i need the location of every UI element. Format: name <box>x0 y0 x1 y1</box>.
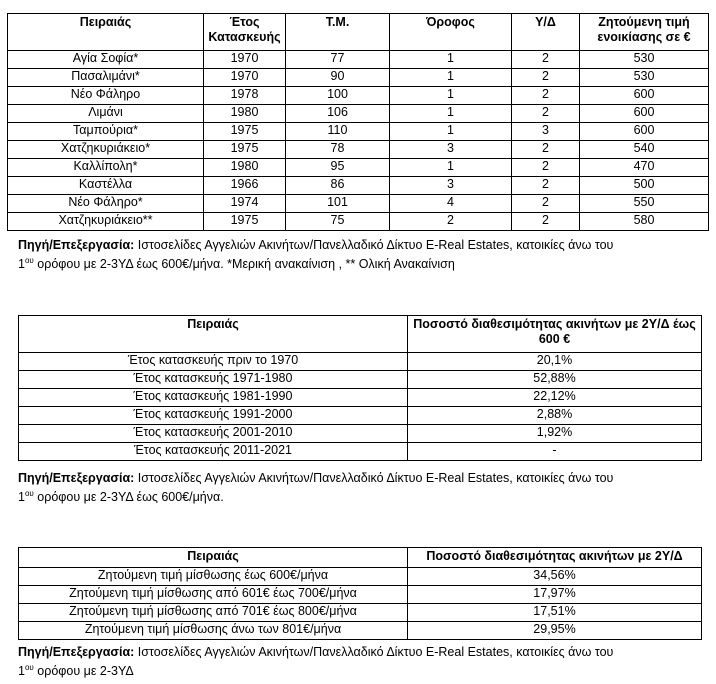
table-row <box>8 195 709 213</box>
table-cell: Έτος κατασκευής 1991-2000 <box>19 407 408 425</box>
table-cell: Καλλίπολη* <box>8 159 204 177</box>
table-row <box>19 443 702 461</box>
table-row <box>19 371 702 389</box>
table-header-row <box>19 548 702 568</box>
table-cell: 100 <box>286 87 390 105</box>
table-cell: 2 <box>512 105 580 123</box>
table-cell: 2 <box>512 159 580 177</box>
table-cell: 3 <box>390 141 512 159</box>
table-cell: 101 <box>286 195 390 213</box>
table-row <box>8 51 709 69</box>
table-cell: 530 <box>580 69 709 87</box>
construction-year-table <box>18 315 702 461</box>
table-cell: Έτος κατασκευής 2001-2010 <box>19 425 408 443</box>
source-line2-prefix: 1 <box>18 257 25 271</box>
table-cell: Ζητούμενη τιμή μίσθωσης από 701€ έως 800€/μήνα <box>19 604 408 622</box>
source-superscript: ου <box>24 488 34 498</box>
source-line2: ορόφου με 2-3ΥΔ έως 600€/μήνα. *Μερική ανακαίνιση , ** Ολική Ανακαίνιση <box>33 257 455 271</box>
table-cell: Λιμάνι <box>8 105 204 123</box>
table-row <box>8 105 709 123</box>
header-cell: Ποσοστό διαθεσιμότητας ακινήτων με 2Υ/Δ έως 600 € <box>408 316 702 353</box>
table-cell: 580 <box>580 213 709 231</box>
source-note-2 <box>18 469 708 507</box>
table-cell: Έτος κατασκευής 1971-1980 <box>19 371 408 389</box>
source-note-1 <box>18 236 708 274</box>
table-header-row <box>8 14 709 51</box>
table-row <box>19 568 702 586</box>
table-cell: 540 <box>580 141 709 159</box>
table-cell: Ταμπούρια* <box>8 123 204 141</box>
table-cell: 600 <box>580 123 709 141</box>
table-cell: 1 <box>390 123 512 141</box>
table-row <box>19 425 702 443</box>
table-row <box>19 622 702 640</box>
table-cell: 52,88% <box>408 371 702 389</box>
table-cell: 1974 <box>204 195 286 213</box>
table-cell: 1978 <box>204 87 286 105</box>
table-row <box>8 87 709 105</box>
table-cell: 90 <box>286 69 390 87</box>
header-cell: Πειραιάς <box>19 548 408 568</box>
table-cell: 2 <box>512 195 580 213</box>
table-cell: 2 <box>512 213 580 231</box>
table-cell: 3 <box>390 177 512 195</box>
table-cell: 1975 <box>204 213 286 231</box>
table-cell: Ζητούμενη τιμή μίσθωσης άνω των 801€/μήνα <box>19 622 408 640</box>
table-cell: Ζητούμενη τιμή μίσθωσης από 601€ έως 700€/μήνα <box>19 586 408 604</box>
source-text: Ιστοσελίδες Αγγελιών Ακινήτων/Πανελλαδικό Δίκτυο E-Real Estates, κατοικίες άνω του <box>134 471 614 485</box>
table-cell: Καστέλλα <box>8 177 204 195</box>
header-cell: Έτος Κατασκευής <box>204 14 286 51</box>
table-cell: 1 <box>390 69 512 87</box>
table-cell: 2 <box>512 141 580 159</box>
rent-price-table <box>18 547 702 640</box>
header-cell: Ζητούμενη τιμή ενοικίασης σε € <box>580 14 709 51</box>
table-cell: 2 <box>512 69 580 87</box>
table-cell: 1975 <box>204 141 286 159</box>
source-line2-prefix: 1 <box>18 664 25 678</box>
source-text: Ιστοσελίδες Αγγελιών Ακινήτων/Πανελλαδικό Δίκτυο E-Real Estates, κατοικίες άνω του <box>134 238 614 252</box>
table-cell: Νέο Φάληρο <box>8 87 204 105</box>
table-header-row <box>19 316 702 353</box>
table-cell: 600 <box>580 105 709 123</box>
table-cell: 110 <box>286 123 390 141</box>
table-cell: 34,56% <box>408 568 702 586</box>
table-cell: Πασαλιμάνι* <box>8 69 204 87</box>
table-cell: 86 <box>286 177 390 195</box>
source-line2: ορόφου με 2-3ΥΔ έως 600€/μήνα. <box>33 490 224 504</box>
table-cell: Νέο Φάληρο* <box>8 195 204 213</box>
table-cell: - <box>408 443 702 461</box>
table-row <box>19 586 702 604</box>
table-row <box>8 177 709 195</box>
table-cell: 17,51% <box>408 604 702 622</box>
table-cell: 600 <box>580 87 709 105</box>
listings-table <box>7 13 709 231</box>
table-row <box>8 141 709 159</box>
header-cell: Τ.Μ. <box>286 14 390 51</box>
table-row <box>8 123 709 141</box>
table-cell: Έτος κατασκευής 1981-1990 <box>19 389 408 407</box>
table-row <box>8 69 709 87</box>
table-cell: 20,1% <box>408 353 702 371</box>
table-cell: 78 <box>286 141 390 159</box>
table-cell: 106 <box>286 105 390 123</box>
table-cell: 530 <box>580 51 709 69</box>
table-cell: 22,12% <box>408 389 702 407</box>
table-cell: 1966 <box>204 177 286 195</box>
table-cell: 3 <box>512 123 580 141</box>
table-cell: 2 <box>512 177 580 195</box>
table-cell: Ζητούμενη τιμή μίσθωσης έως 600€/μήνα <box>19 568 408 586</box>
table-cell: 2 <box>512 51 580 69</box>
table-cell: 1 <box>390 51 512 69</box>
table-cell: 1 <box>390 159 512 177</box>
source-line2-prefix: 1 <box>18 490 25 504</box>
table-cell: Χατζηκυριάκειο* <box>8 141 204 159</box>
table-cell: 550 <box>580 195 709 213</box>
table-cell: 75 <box>286 213 390 231</box>
table-cell: 1980 <box>204 159 286 177</box>
table-cell: 500 <box>580 177 709 195</box>
table-cell: 1 <box>390 87 512 105</box>
table-row <box>19 407 702 425</box>
header-cell: Όροφος <box>390 14 512 51</box>
source-superscript: ου <box>24 255 34 265</box>
table-cell: Αγία Σοφία* <box>8 51 204 69</box>
table-cell: 17,97% <box>408 586 702 604</box>
table-row <box>19 353 702 371</box>
table-cell: 1975 <box>204 123 286 141</box>
table-row <box>8 159 709 177</box>
table-cell: Έτος κατασκευής πριν το 1970 <box>19 353 408 371</box>
source-label: Πηγή/Επεξεργασία: <box>18 238 135 252</box>
table-row <box>19 389 702 407</box>
table-cell: 1,92% <box>408 425 702 443</box>
table-cell: 2 <box>390 213 512 231</box>
table-cell: 77 <box>286 51 390 69</box>
table-cell: Χατζηκυριάκειο** <box>8 213 204 231</box>
source-note-3 <box>18 643 708 681</box>
header-cell: Πειραιάς <box>8 14 204 51</box>
source-text: Ιστοσελίδες Αγγελιών Ακινήτων/Πανελλαδικό Δίκτυο E-Real Estates, κατοικίες άνω του <box>134 645 614 659</box>
table-cell: 470 <box>580 159 709 177</box>
table-cell: 1980 <box>204 105 286 123</box>
header-cell: Υ/Δ <box>512 14 580 51</box>
source-line2: ορόφου με 2-3ΥΔ <box>33 664 134 678</box>
table-cell: 2 <box>512 87 580 105</box>
table-cell: 95 <box>286 159 390 177</box>
table-row <box>8 213 709 231</box>
table-cell: Έτος κατασκευής 2011-2021 <box>19 443 408 461</box>
header-cell: Ποσοστό διαθεσιμότητας ακινήτων με 2Υ/Δ <box>408 548 702 568</box>
table-cell: 4 <box>390 195 512 213</box>
source-label: Πηγή/Επεξεργασία: <box>18 645 135 659</box>
source-superscript: ου <box>24 662 34 672</box>
table-cell: 1970 <box>204 51 286 69</box>
table-cell: 29,95% <box>408 622 702 640</box>
table-cell: 1970 <box>204 69 286 87</box>
source-label: Πηγή/Επεξεργασία: <box>18 471 135 485</box>
table-row <box>19 604 702 622</box>
table-cell: 1 <box>390 105 512 123</box>
header-cell: Πειραιάς <box>19 316 408 353</box>
table-cell: 2,88% <box>408 407 702 425</box>
